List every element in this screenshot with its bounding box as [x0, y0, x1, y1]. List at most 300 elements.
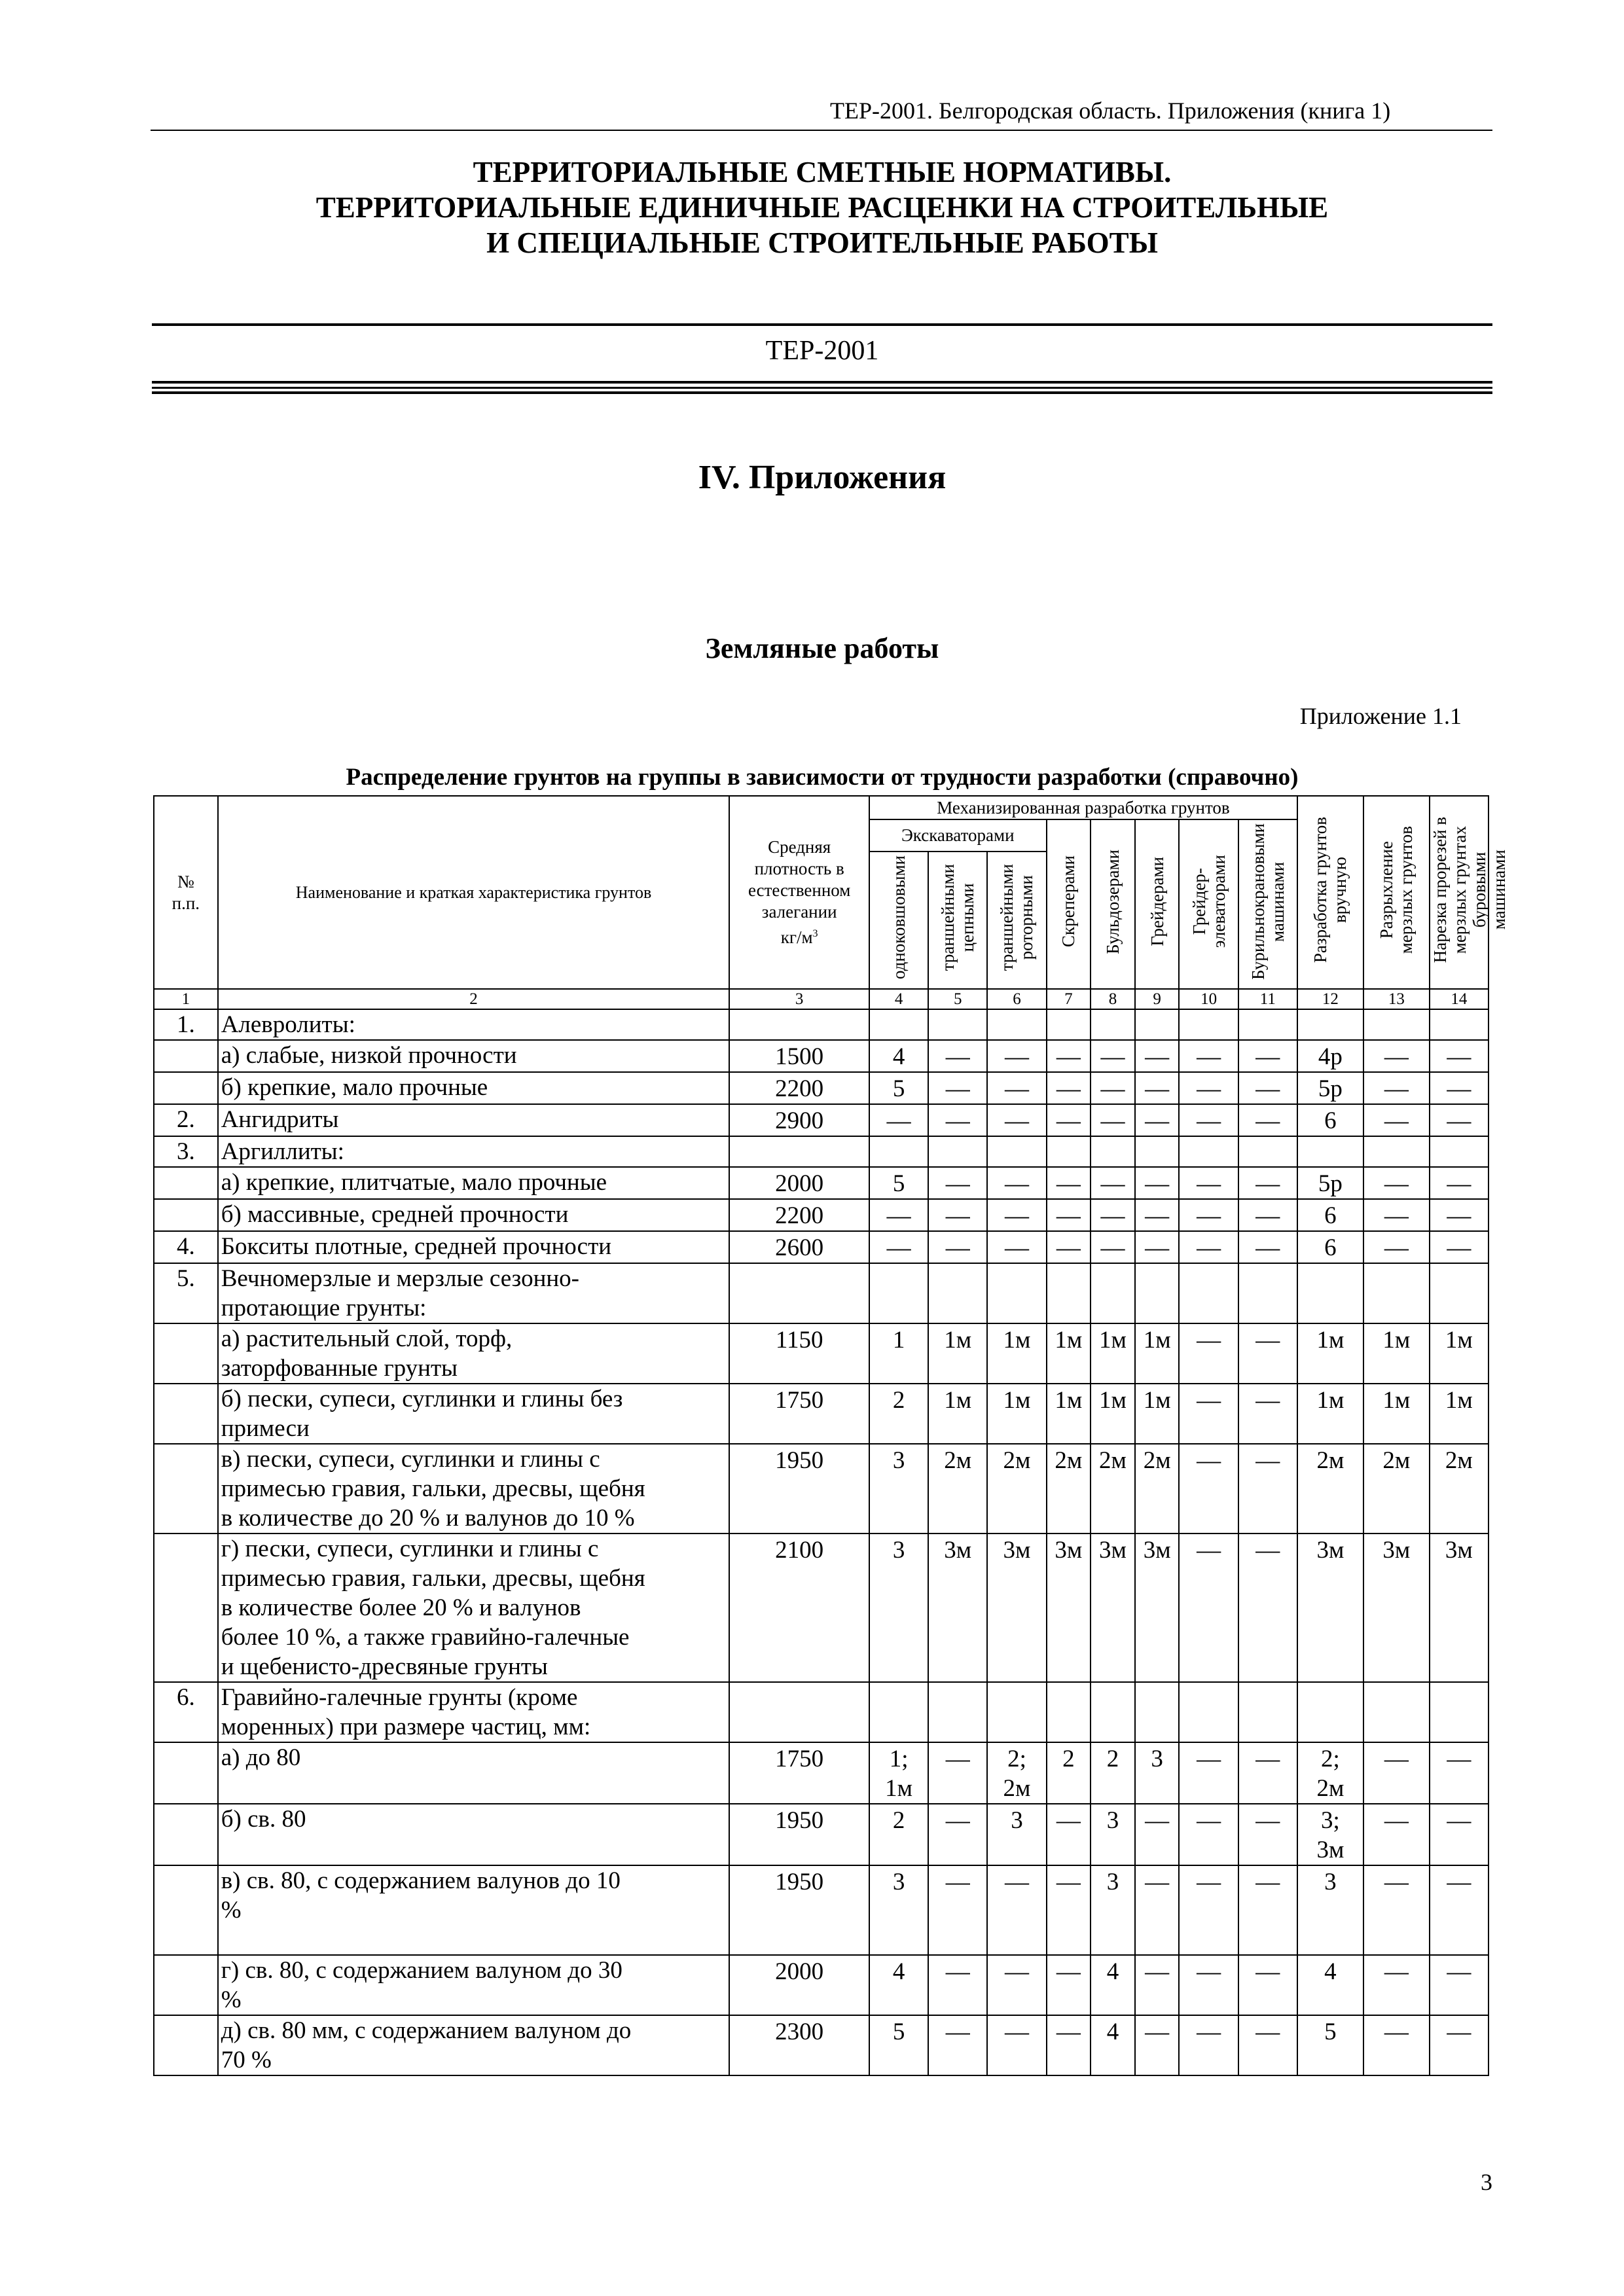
- group-value: —: [1238, 1199, 1297, 1231]
- group-value: [869, 1136, 928, 1167]
- group-value: 1м: [1297, 1384, 1363, 1444]
- group-value: —: [1135, 1955, 1180, 2015]
- row-number: [154, 1804, 218, 1865]
- table-row: [154, 1263, 1489, 1323]
- group-value: —: [1179, 1742, 1238, 1804]
- soil-name-line: заторфованные грунты: [221, 1355, 458, 1382]
- title-line: ТЕРРИТОРИАЛЬНЫЕ ЕДИНИЧНЫЕ РАСЦЕНКИ НА СТРОИТЕЛЬНЫЕ: [316, 191, 1329, 224]
- group-value: —: [1430, 1104, 1489, 1136]
- soil-name: [218, 1384, 730, 1444]
- group-value: —: [1135, 1804, 1180, 1865]
- soil-name-line: г) пески, супеси, суглинки и глины с: [221, 1535, 599, 1562]
- group-value: —: [1430, 1199, 1489, 1231]
- soil-name-line: в) св. 80, с содержанием валунов до 10: [221, 1867, 621, 1894]
- row-spacer: [221, 1925, 729, 1954]
- soil-groups-table: [153, 795, 1509, 2076]
- density-value: 1500: [729, 1040, 869, 1072]
- group-value: —: [1238, 1384, 1297, 1444]
- group-value: 3: [869, 1865, 928, 1955]
- group-value: 3: [1091, 1865, 1135, 1955]
- group-value: 3м: [987, 1534, 1046, 1682]
- group-value: 3: [1135, 1742, 1180, 1804]
- group-value: 1м: [987, 1384, 1046, 1444]
- group-value: 2: [869, 1384, 928, 1444]
- group-value: —: [1179, 1444, 1238, 1534]
- row-number: 6.: [154, 1682, 218, 1742]
- group-value: —: [928, 1742, 987, 1804]
- row-number: 5.: [154, 1263, 218, 1323]
- table-row: [154, 1231, 1489, 1263]
- group-value: [1297, 1009, 1363, 1040]
- soil-name: [218, 1444, 730, 1534]
- soil-name-line: б) крепкие, мало прочные: [221, 1074, 488, 1101]
- group-value: [928, 1136, 987, 1167]
- group-value: —: [1047, 1804, 1091, 1865]
- group-value: —: [1047, 1072, 1091, 1104]
- group-value: 1м: [928, 1384, 987, 1444]
- soil-name: [218, 1231, 730, 1263]
- soil-name: [218, 1104, 730, 1136]
- group-value: —: [1091, 1040, 1135, 1072]
- soil-name-line: моренных) при размере частиц, мм:: [221, 1713, 591, 1740]
- group-value: —: [928, 1804, 987, 1865]
- group-value: 3: [1091, 1804, 1135, 1865]
- header-density-exp: 3: [812, 928, 818, 939]
- group-value: —: [928, 1955, 987, 2015]
- group-value: [1091, 1136, 1135, 1167]
- group-value: 1м: [1135, 1323, 1180, 1384]
- group-value: —: [1238, 1167, 1297, 1199]
- group-value: —: [987, 1104, 1046, 1136]
- group-value: [1430, 1009, 1489, 1040]
- soil-name-line: %: [221, 1897, 242, 1924]
- density-value: 2200: [729, 1199, 869, 1231]
- group-value: 3; 3м: [1297, 1804, 1363, 1865]
- soil-name-line: а) до 80: [221, 1744, 301, 1771]
- group-value: —: [1363, 1167, 1430, 1199]
- header-line: Разработка грунтов: [1310, 816, 1331, 963]
- group-value: —: [1430, 1955, 1489, 2015]
- density-value: 1750: [729, 1384, 869, 1444]
- row-number: [154, 1040, 218, 1072]
- soil-name-line: а) слабые, низкой прочности: [221, 1042, 517, 1069]
- header-line: элеваторами: [1208, 855, 1229, 948]
- column-number: 13: [1363, 989, 1430, 1009]
- group-value: 2: [1047, 1742, 1091, 1804]
- row-number: [154, 1955, 218, 2015]
- header-line: Бурильнокрановыми: [1248, 823, 1268, 980]
- group-value: —: [1238, 1865, 1297, 1955]
- group-value: 5: [869, 2015, 928, 2075]
- header-c8-text: Бульдозерами: [1103, 849, 1123, 954]
- group-value: 3м: [1135, 1534, 1180, 1682]
- header-c7: [1047, 819, 1091, 989]
- group-value: [1047, 1009, 1091, 1040]
- density-value: 1950: [729, 1804, 869, 1865]
- group-value: —: [1135, 1072, 1180, 1104]
- document-title: [152, 154, 1492, 260]
- group-value: —: [1430, 1231, 1489, 1263]
- group-value: —: [928, 1865, 987, 1955]
- table-row: [154, 1384, 1489, 1444]
- soil-name: [218, 1136, 730, 1167]
- table-row: [154, 1682, 1489, 1742]
- group-value: —: [987, 1072, 1046, 1104]
- group-value: [1363, 1682, 1430, 1742]
- density-value: 1150: [729, 1323, 869, 1384]
- header-c5-text: [938, 864, 977, 971]
- group-value: —: [1430, 1072, 1489, 1104]
- group-value: —: [1179, 1072, 1238, 1104]
- group-value: —: [1135, 1865, 1180, 1955]
- column-number: 11: [1238, 989, 1297, 1009]
- group-value: [1238, 1136, 1297, 1167]
- group-value: —: [869, 1199, 928, 1231]
- row-number: 2.: [154, 1104, 218, 1136]
- header-line: Грейдер-: [1189, 868, 1209, 935]
- column-number: 2: [218, 989, 730, 1009]
- group-value: —: [1047, 2015, 1091, 2075]
- table-row: [154, 1323, 1489, 1384]
- column-number: 5: [928, 989, 987, 1009]
- group-value: —: [1363, 1742, 1430, 1804]
- group-value: 4: [869, 1955, 928, 2015]
- header-line: буровыми: [1469, 852, 1489, 928]
- group-value: [1047, 1136, 1091, 1167]
- group-value: —: [928, 1167, 987, 1199]
- group-value: 1м: [1091, 1323, 1135, 1384]
- row-number: [154, 1534, 218, 1682]
- group-value: [928, 1682, 987, 1742]
- density-value: 2000: [729, 1167, 869, 1199]
- header-density: [729, 796, 869, 989]
- group-value: —: [1135, 1040, 1180, 1072]
- group-value: —: [1179, 1104, 1238, 1136]
- column-number-row: [154, 989, 1489, 1009]
- header-no-line: п.п.: [171, 893, 200, 913]
- header-no: [154, 796, 218, 989]
- header-line: цепными: [958, 883, 978, 952]
- title-rule-bottom-3: [152, 391, 1492, 394]
- header-name: Наименование и краткая характеристика грунтов: [218, 796, 730, 989]
- column-number: 10: [1179, 989, 1238, 1009]
- row-number: [154, 2015, 218, 2075]
- group-value: —: [1179, 1534, 1238, 1682]
- table-row: [154, 1040, 1489, 1072]
- group-value: [869, 1263, 928, 1323]
- group-value: —: [987, 1199, 1046, 1231]
- group-value: —: [1179, 1865, 1238, 1955]
- group-value: —: [1238, 1040, 1297, 1072]
- density-value: [729, 1263, 869, 1323]
- group-value: 2; 2м: [987, 1742, 1046, 1804]
- group-value: —: [1047, 1167, 1091, 1199]
- column-number: 12: [1297, 989, 1363, 1009]
- group-value: —: [1238, 1534, 1297, 1682]
- group-value: —: [1047, 1231, 1091, 1263]
- group-value: 6: [1297, 1231, 1363, 1263]
- group-value: [1135, 1263, 1180, 1323]
- soil-name-line: %: [221, 1986, 242, 2013]
- group-value: 4: [1091, 1955, 1135, 2015]
- group-value: —: [1047, 1040, 1091, 1072]
- group-value: —: [1238, 1323, 1297, 1384]
- group-value: [1363, 1263, 1430, 1323]
- group-value: —: [1363, 1865, 1430, 1955]
- table-row: [154, 1742, 1489, 1804]
- group-value: —: [1047, 1955, 1091, 2015]
- row-number: [154, 1865, 218, 1955]
- table-row: [154, 1072, 1489, 1104]
- group-value: [1179, 1136, 1238, 1167]
- soil-name-line: примесью гравия, гальки, дресвы, щебня: [221, 1565, 645, 1592]
- table-row: [154, 1804, 1489, 1865]
- group-value: 2м: [987, 1444, 1046, 1534]
- group-value: —: [1363, 1199, 1430, 1231]
- group-value: 1м: [1091, 1384, 1135, 1444]
- group-value: 2м: [1091, 1444, 1135, 1534]
- header-density-line: плотность в: [754, 859, 844, 878]
- header-c10: [1179, 819, 1238, 989]
- group-value: 1; 1м: [869, 1742, 928, 1804]
- group-value: 3м: [1430, 1534, 1489, 1682]
- group-value: —: [1135, 2015, 1180, 2075]
- row-number: [154, 1384, 218, 1444]
- group-value: 5р: [1297, 1167, 1363, 1199]
- title-line: ТЕРРИТОРИАЛЬНЫЕ СМЕТНЫЕ НОРМАТИВЫ.: [473, 156, 1172, 188]
- group-value: 1м: [1430, 1323, 1489, 1384]
- group-value: 3м: [1297, 1534, 1363, 1682]
- title-rule-top: [152, 323, 1492, 326]
- group-value: —: [1179, 1040, 1238, 1072]
- group-value: 2м: [1135, 1444, 1180, 1534]
- group-value: —: [1135, 1104, 1180, 1136]
- column-number: 9: [1135, 989, 1180, 1009]
- group-value: 3м: [1091, 1534, 1135, 1682]
- density-value: [729, 1009, 869, 1040]
- soil-name-line: д) св. 80 мм, с содержанием валуном до: [221, 2017, 632, 2044]
- soil-name: [218, 2015, 730, 2075]
- group-value: —: [1430, 1804, 1489, 1865]
- group-value: [1238, 1682, 1297, 1742]
- group-value: —: [1238, 1804, 1297, 1865]
- group-value: —: [1238, 1072, 1297, 1104]
- table-row: [154, 1009, 1489, 1040]
- soil-name-line: примесью гравия, гальки, дресвы, щебня: [221, 1475, 645, 1502]
- group-value: —: [1363, 1104, 1430, 1136]
- header-line: траншейными: [938, 864, 958, 971]
- soil-name-line: 70 %: [221, 2047, 272, 2073]
- header-c6-text: [997, 864, 1036, 971]
- group-value: [1179, 1009, 1238, 1040]
- group-value: —: [1238, 1231, 1297, 1263]
- group-value: 2м: [928, 1444, 987, 1534]
- soil-name-line: Гравийно-галечные грунты (кроме: [221, 1684, 578, 1711]
- group-value: [1297, 1682, 1363, 1742]
- soil-name-line: Ангидриты: [221, 1106, 339, 1133]
- group-value: [987, 1009, 1046, 1040]
- density-value: [729, 1682, 869, 1742]
- header-c4: [869, 852, 928, 989]
- group-value: 2: [1091, 1742, 1135, 1804]
- group-value: —: [928, 1104, 987, 1136]
- group-value: [987, 1682, 1046, 1742]
- soil-name: [218, 1955, 730, 2015]
- soil-name-line: в количестве до 20 % и валунов до 10 %: [221, 1505, 635, 1532]
- group-value: [1091, 1263, 1135, 1323]
- soil-name: [218, 1072, 730, 1104]
- soil-name: [218, 1534, 730, 1682]
- row-number: 3.: [154, 1136, 218, 1167]
- group-value: —: [928, 1072, 987, 1104]
- group-value: [1363, 1136, 1430, 1167]
- subsection-heading: Земляные работы: [705, 632, 939, 664]
- appendix-label: Приложение 1.1: [1299, 703, 1462, 729]
- group-value: —: [1363, 1231, 1430, 1263]
- group-value: 1м: [1430, 1384, 1489, 1444]
- soil-name-line: а) крепкие, плитчатые, мало прочные: [221, 1169, 607, 1196]
- row-number: 1.: [154, 1009, 218, 1040]
- group-value: —: [987, 1167, 1046, 1199]
- group-value: —: [987, 1231, 1046, 1263]
- header-c6: [987, 852, 1046, 989]
- group-value: —: [869, 1104, 928, 1136]
- group-value: —: [1238, 1742, 1297, 1804]
- density-value: 2600: [729, 1231, 869, 1263]
- soil-name-line: Вечномерзлые и мерзлые сезонно-: [221, 1265, 580, 1292]
- density-value: 2100: [729, 1534, 869, 1682]
- group-value: 5: [1297, 2015, 1363, 2075]
- density-value: 2200: [729, 1072, 869, 1104]
- header-c11: [1238, 819, 1297, 989]
- group-value: —: [928, 1199, 987, 1231]
- header-line: вручную: [1330, 856, 1350, 924]
- group-value: [1430, 1682, 1489, 1742]
- group-value: [1430, 1263, 1489, 1323]
- column-number: 3: [729, 989, 869, 1009]
- row-number: [154, 1072, 218, 1104]
- group-value: —: [1047, 1104, 1091, 1136]
- column-number: 14: [1430, 989, 1489, 1009]
- group-value: 1м: [928, 1323, 987, 1384]
- header-c13-text: [1377, 826, 1416, 954]
- group-value: 3м: [928, 1534, 987, 1682]
- group-value: —: [928, 1040, 987, 1072]
- header-density-line: естественном: [748, 880, 851, 900]
- group-value: —: [1430, 1865, 1489, 1955]
- column-number: 7: [1047, 989, 1091, 1009]
- header-c10-text: [1189, 855, 1229, 948]
- header-c14: [1430, 796, 1509, 989]
- group-value: [1363, 1009, 1430, 1040]
- density-value: [729, 1136, 869, 1167]
- group-value: —: [1238, 1444, 1297, 1534]
- group-value: [1179, 1263, 1238, 1323]
- group-value: [1179, 1682, 1238, 1742]
- table-title: Распределение грунтов на группы в зависимости от трудности разработки (справочно): [346, 764, 1299, 791]
- group-value: 4: [869, 1040, 928, 1072]
- header-excavators: Экскаваторами: [869, 819, 1047, 852]
- density-value: 1950: [729, 1444, 869, 1534]
- group-value: 1м: [1135, 1384, 1180, 1444]
- row-number: 4.: [154, 1231, 218, 1263]
- group-value: [1091, 1682, 1135, 1742]
- group-value: —: [1238, 1104, 1297, 1136]
- header-density-unit: кг/м: [780, 927, 813, 947]
- group-value: —: [869, 1231, 928, 1263]
- header-line: мерзлых грунтах: [1449, 825, 1470, 954]
- group-value: [1238, 1009, 1297, 1040]
- soil-name: [218, 1040, 730, 1072]
- header-mechanized: Механизированная разработка грунтов: [869, 796, 1297, 819]
- soil-name: [218, 1865, 730, 1955]
- row-spacer: [221, 1834, 729, 1863]
- group-value: [928, 1009, 987, 1040]
- header-line: машинами: [1267, 861, 1288, 942]
- group-value: 2м: [1363, 1444, 1430, 1534]
- group-value: —: [1047, 1199, 1091, 1231]
- group-value: 5: [869, 1072, 928, 1104]
- group-value: 1м: [1363, 1323, 1430, 1384]
- soil-name: [218, 1742, 730, 1804]
- soil-name-line: г) св. 80, с содержанием валуном до 30: [221, 1957, 623, 1984]
- page-number: 3: [1481, 2169, 1492, 2195]
- table-row: [154, 1955, 1489, 2015]
- group-value: —: [1135, 1199, 1180, 1231]
- header-line: Разрыхление: [1377, 840, 1397, 939]
- group-value: —: [1430, 1742, 1489, 1804]
- group-value: —: [987, 1865, 1046, 1955]
- group-value: —: [1047, 1865, 1091, 1955]
- group-value: 6: [1297, 1199, 1363, 1231]
- soil-name-line: Алевролиты:: [221, 1011, 355, 1038]
- group-value: [1047, 1682, 1091, 1742]
- density-value: 2300: [729, 2015, 869, 2075]
- group-value: [987, 1263, 1046, 1323]
- header-density-line: Средняя: [768, 837, 831, 857]
- group-value: —: [987, 1955, 1046, 2015]
- soil-name-line: более 10 %, а также гравийно-галечные: [221, 1624, 630, 1651]
- soil-name-line: б) массивные, средней прочности: [221, 1201, 569, 1228]
- row-number: [154, 1167, 218, 1199]
- subtitle: ТЕР-2001: [765, 336, 879, 366]
- group-value: [1135, 1136, 1180, 1167]
- density-value: 1950: [729, 1865, 869, 1955]
- group-value: [1297, 1136, 1363, 1167]
- row-number: [154, 1444, 218, 1534]
- header-c13: [1363, 796, 1430, 989]
- density-value: 2900: [729, 1104, 869, 1136]
- group-value: [1430, 1136, 1489, 1167]
- group-value: 1: [869, 1323, 928, 1384]
- row-number: [154, 1323, 218, 1384]
- header-c9-text: Грейдерами: [1147, 857, 1167, 946]
- column-number: 4: [869, 989, 928, 1009]
- group-value: —: [928, 2015, 987, 2075]
- group-value: 5р: [1297, 1072, 1363, 1104]
- group-value: [987, 1136, 1046, 1167]
- group-value: —: [1179, 1167, 1238, 1199]
- group-value: —: [987, 2015, 1046, 2075]
- header-c12: [1297, 796, 1363, 989]
- table-row: [154, 1199, 1489, 1231]
- header-c5: [928, 852, 987, 989]
- title-line: И СПЕЦИАЛЬНЫЕ СТРОИТЕЛЬНЫЕ РАБОТЫ: [486, 226, 1158, 259]
- group-value: 3м: [1047, 1534, 1091, 1682]
- soil-name-line: б) пески, супеси, суглинки и глины без: [221, 1386, 623, 1412]
- group-value: 1м: [987, 1323, 1046, 1384]
- group-value: 1м: [1047, 1384, 1091, 1444]
